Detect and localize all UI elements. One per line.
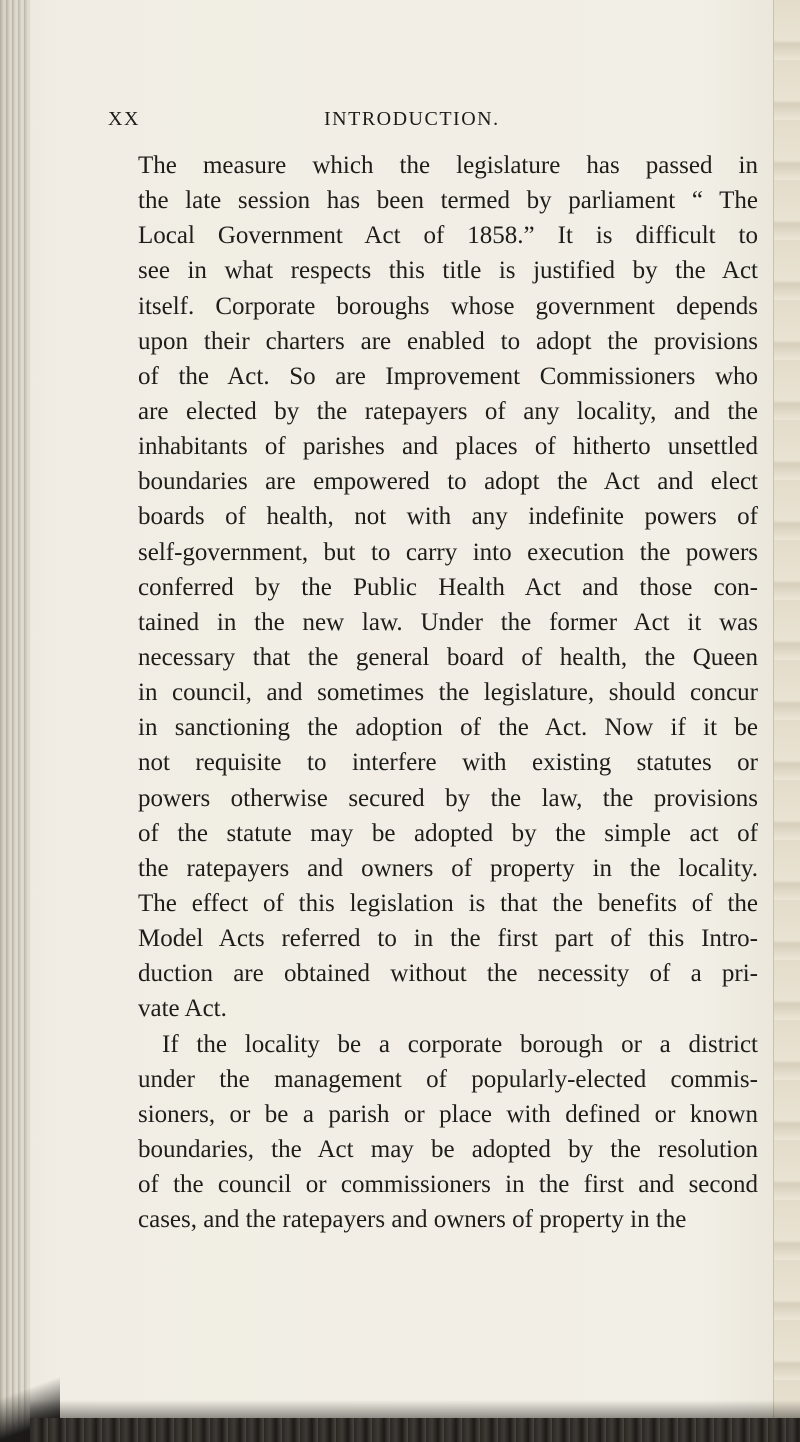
text-line: boundaries are empowered to adopt the Act and elect bbox=[138, 468, 758, 496]
text-line: vate Act. bbox=[138, 995, 227, 1023]
text-line: are elected by the ratepayers of any locality, and the bbox=[138, 397, 758, 425]
text-line: of the council or commissioners in the first and second bbox=[138, 1171, 758, 1199]
paragraph bbox=[138, 148, 758, 1027]
text-line: see in what respects this title is justified by the Act bbox=[138, 257, 758, 285]
running-head bbox=[108, 108, 748, 134]
running-title: INTRODUCTION. bbox=[324, 108, 500, 130]
book-bottom-edge bbox=[30, 1418, 800, 1442]
text-line: boards of health, not with any indefinite powers of bbox=[138, 503, 758, 531]
bottom-shadow bbox=[30, 1400, 800, 1420]
text-line: inhabitants of parishes and places of hitherto unsettled bbox=[138, 433, 758, 461]
text-line: duction are obtained without the necessity of a pri- bbox=[138, 960, 758, 988]
text-line: of the Act. So are Improvement Commissioners who bbox=[138, 362, 758, 390]
text-line: not requisite to interfere with existing statutes or bbox=[138, 749, 758, 777]
text-line: of the statute may be adopted by the simple act of bbox=[138, 819, 758, 847]
text-line: upon their charters are enabled to adopt the provisions bbox=[138, 327, 758, 355]
text-line: sioners, or be a parish or place with defined or known bbox=[138, 1100, 758, 1128]
text-line: tained in the new law. Under the former Act it was bbox=[138, 608, 758, 636]
body-text bbox=[138, 148, 758, 1237]
text-line: The measure which the legislature has passed in bbox=[138, 152, 758, 179]
text-line: in sanctioning the adoption of the Act. Now if it be bbox=[138, 714, 758, 742]
text-line: Model Acts referred to in the first part of this Intro- bbox=[138, 925, 758, 953]
text-line: self-government, but to carry into execution the powers bbox=[138, 538, 758, 566]
text-line: Local Government Act of 1858.” It is difficult to bbox=[138, 222, 758, 250]
text-line: If the locality be a corporate borough or a district bbox=[162, 1030, 758, 1058]
paragraph bbox=[138, 1027, 758, 1238]
text-line: cases, and the ratepayers and owners of property in the bbox=[138, 1206, 687, 1234]
text-line: The effect of this legislation is that the benefits of the bbox=[138, 889, 758, 917]
page-gutter bbox=[0, 0, 30, 1442]
page-edge bbox=[773, 0, 800, 1442]
text-line: the late session has been termed by parliament “ The bbox=[138, 187, 758, 215]
page-number: XX bbox=[108, 108, 140, 130]
text-line: conferred by the Public Health Act and those con- bbox=[138, 573, 758, 601]
text-line: itself. Corporate boroughs whose government depends bbox=[138, 292, 758, 320]
text-line: the ratepayers and owners of property in the locality. bbox=[138, 854, 758, 882]
text-line: powers otherwise secured by the law, the provisions bbox=[138, 784, 758, 812]
text-line: necessary that the general board of health, the Queen bbox=[138, 643, 758, 671]
text-line: boundaries, the Act may be adopted by the resolution bbox=[138, 1135, 758, 1163]
text-line: in council, and sometimes the legislature, should concur bbox=[138, 679, 758, 707]
text-line: under the management of popularly-elected commis- bbox=[138, 1065, 758, 1093]
